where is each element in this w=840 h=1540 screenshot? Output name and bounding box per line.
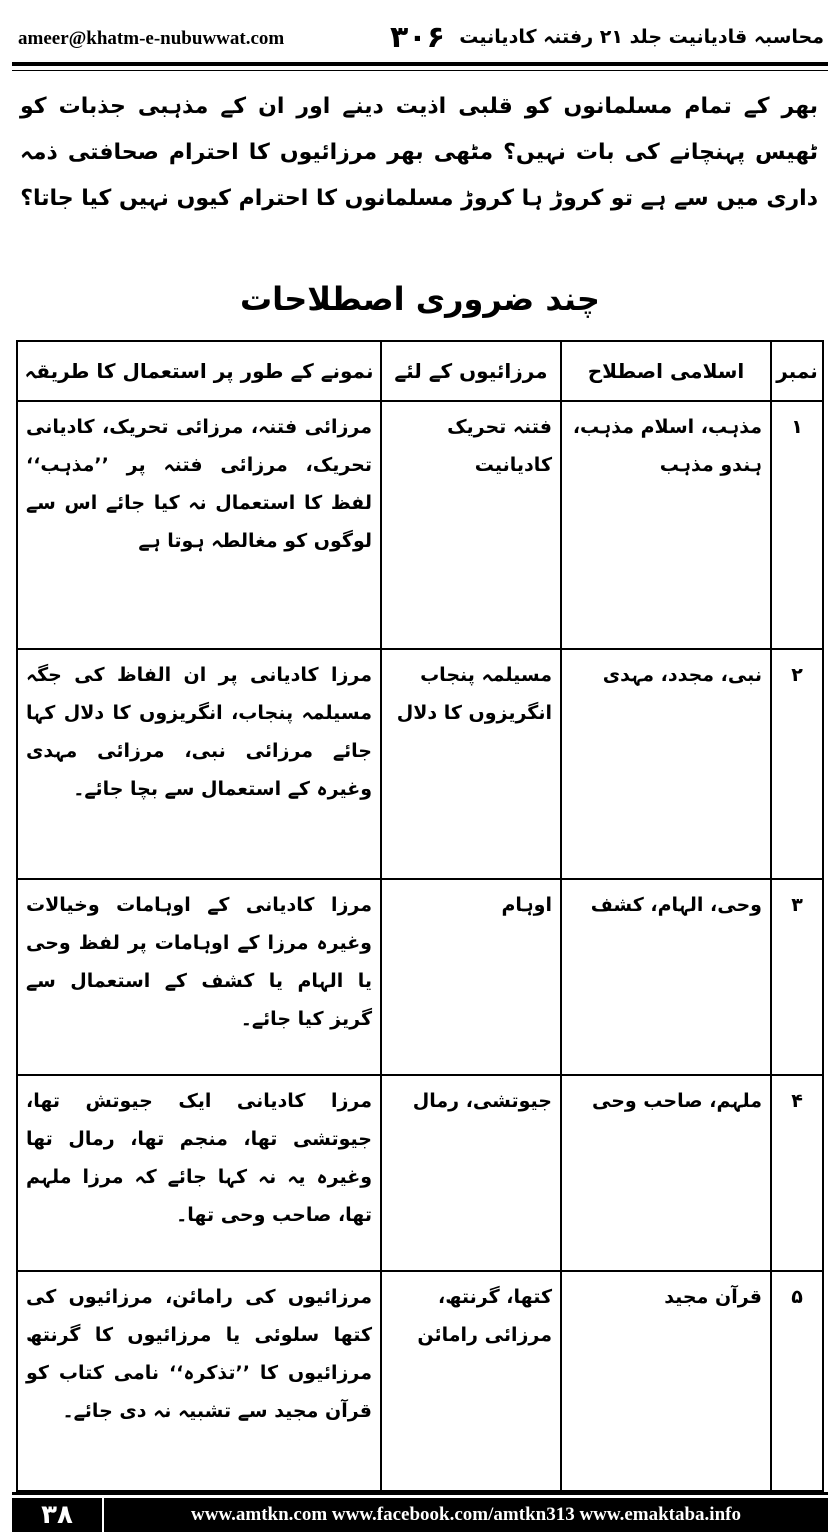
page-footer [12,1492,828,1532]
row-usage-example: مرزا کادیانی کے اوہامات وخیالات وغیرہ مرزا کے اوہامات پر لفظ وحی یا الہام یا کشف کے استعمال سے گریز کیا جائے۔ [17,879,381,1075]
row-islamic-term: قرآن مجید [561,1271,771,1491]
row-islamic-term: نبی، مجدد، مہدی [561,649,771,879]
row-islamic-term: وحی، الہام، کشف [561,879,771,1075]
row-number: ۴ [771,1075,823,1271]
table-row [17,1075,823,1271]
column-header-number: نمبر [771,341,823,401]
header-email: ameer@khatm-e-nubuwwat.com [18,28,285,49]
section-title: چند ضروری اصطلاحات [240,280,600,318]
column-header-islamic-term: اسلامی اصطلاح [561,341,771,401]
intro-paragraph: بھر کے تمام مسلمانوں کو قلبی اذیت دینے اور ان کے مذہبی جذبات کو ٹھیس پہنچانے کی بات نہیں؟ مٹھی بھر مرزائیوں کا احترام صحافتی ذمہ داری میں سے ہے تو کروڑ ہا کروڑ مسلمانوں کا احترام کیوں نہیں کیا جاتا؟ [20,94,818,211]
row-number: ۱ [771,401,823,649]
table-header-row [17,341,823,401]
row-usage-example: مرزا کادیانی ایک جیوتش تھا، جیوتشی تھا، منجم تھا، رمال تھا وغیرہ یہ نہ کہا جائے کہ مرزا ملہم تھا، صاحب وحی تھا۔ [17,1075,381,1271]
column-header-for-qadianis: مرزائیوں کے لئے [381,341,561,401]
row-for-qadianis: اوہام [381,879,561,1075]
row-number: ۵ [771,1271,823,1491]
row-usage-example: مرزا کادیانی پر ان الفاظ کی جگہ مسیلمہ پنجاب، انگریزوں کا دلال کہا جائے مرزائی نبی، مرزائی مہدی وغیرہ کے استعمال سے بچا جائے۔ [17,649,381,879]
row-for-qadianis: فتنہ تحریک کادیانیت [381,401,561,649]
table-row [17,879,823,1075]
row-for-qadianis: کتھا، گرنتھ، مرزائی رامائن [381,1271,561,1491]
table-row [17,401,823,649]
row-for-qadianis: جیوتشی، رمال [381,1075,561,1271]
page-header [12,10,828,64]
row-number: ۲ [771,649,823,879]
column-header-usage-example: نمونے کے طور پر استعمال کا طریقہ [17,341,381,401]
row-islamic-term: ملہم، صاحب وحی [561,1075,771,1271]
table-row [17,1271,823,1491]
row-number: ۳ [771,879,823,1075]
footer-website-links[interactable]: www.amtkn.com www.facebook.com/amtkn313 www.emaktaba.info [104,1498,828,1532]
header-book-title: محاسبہ قادیانیت جلد ۲۱ رفتنہ کادیانیت [459,26,824,48]
row-usage-example: مرزائیوں کی رامائن، مرزائیوں کی کتھا سلوئی یا مرزائیوں کا گرنتھ مرزائیوں کا ’’تذکرہ‘‘ نامی کتاب کو قرآن مجید سے تشبیہ نہ دی جائے۔ [17,1271,381,1491]
terminology-table [16,340,824,1492]
header-page-number: ۳۰۶ [390,20,445,55]
row-islamic-term: مذہب، اسلام مذہب، ہندو مذہب [561,401,771,649]
header-rule-thin [12,70,828,71]
row-for-qadianis: مسیلمہ پنجاب انگریزوں کا دلال [381,649,561,879]
table-row [17,649,823,879]
header-rule-thick [12,62,828,66]
footer-page-number: ۳۸ [12,1498,102,1532]
footer-rule [12,1492,828,1495]
row-usage-example: مرزائی فتنہ، مرزائی تحریک، کادیانی تحریک، مرزائی فتنہ پر ’’مذہب‘‘ لفظ کا استعمال نہ کیا جائے اس سے لوگوں کو مغالطہ ہوتا ہے [17,401,381,649]
